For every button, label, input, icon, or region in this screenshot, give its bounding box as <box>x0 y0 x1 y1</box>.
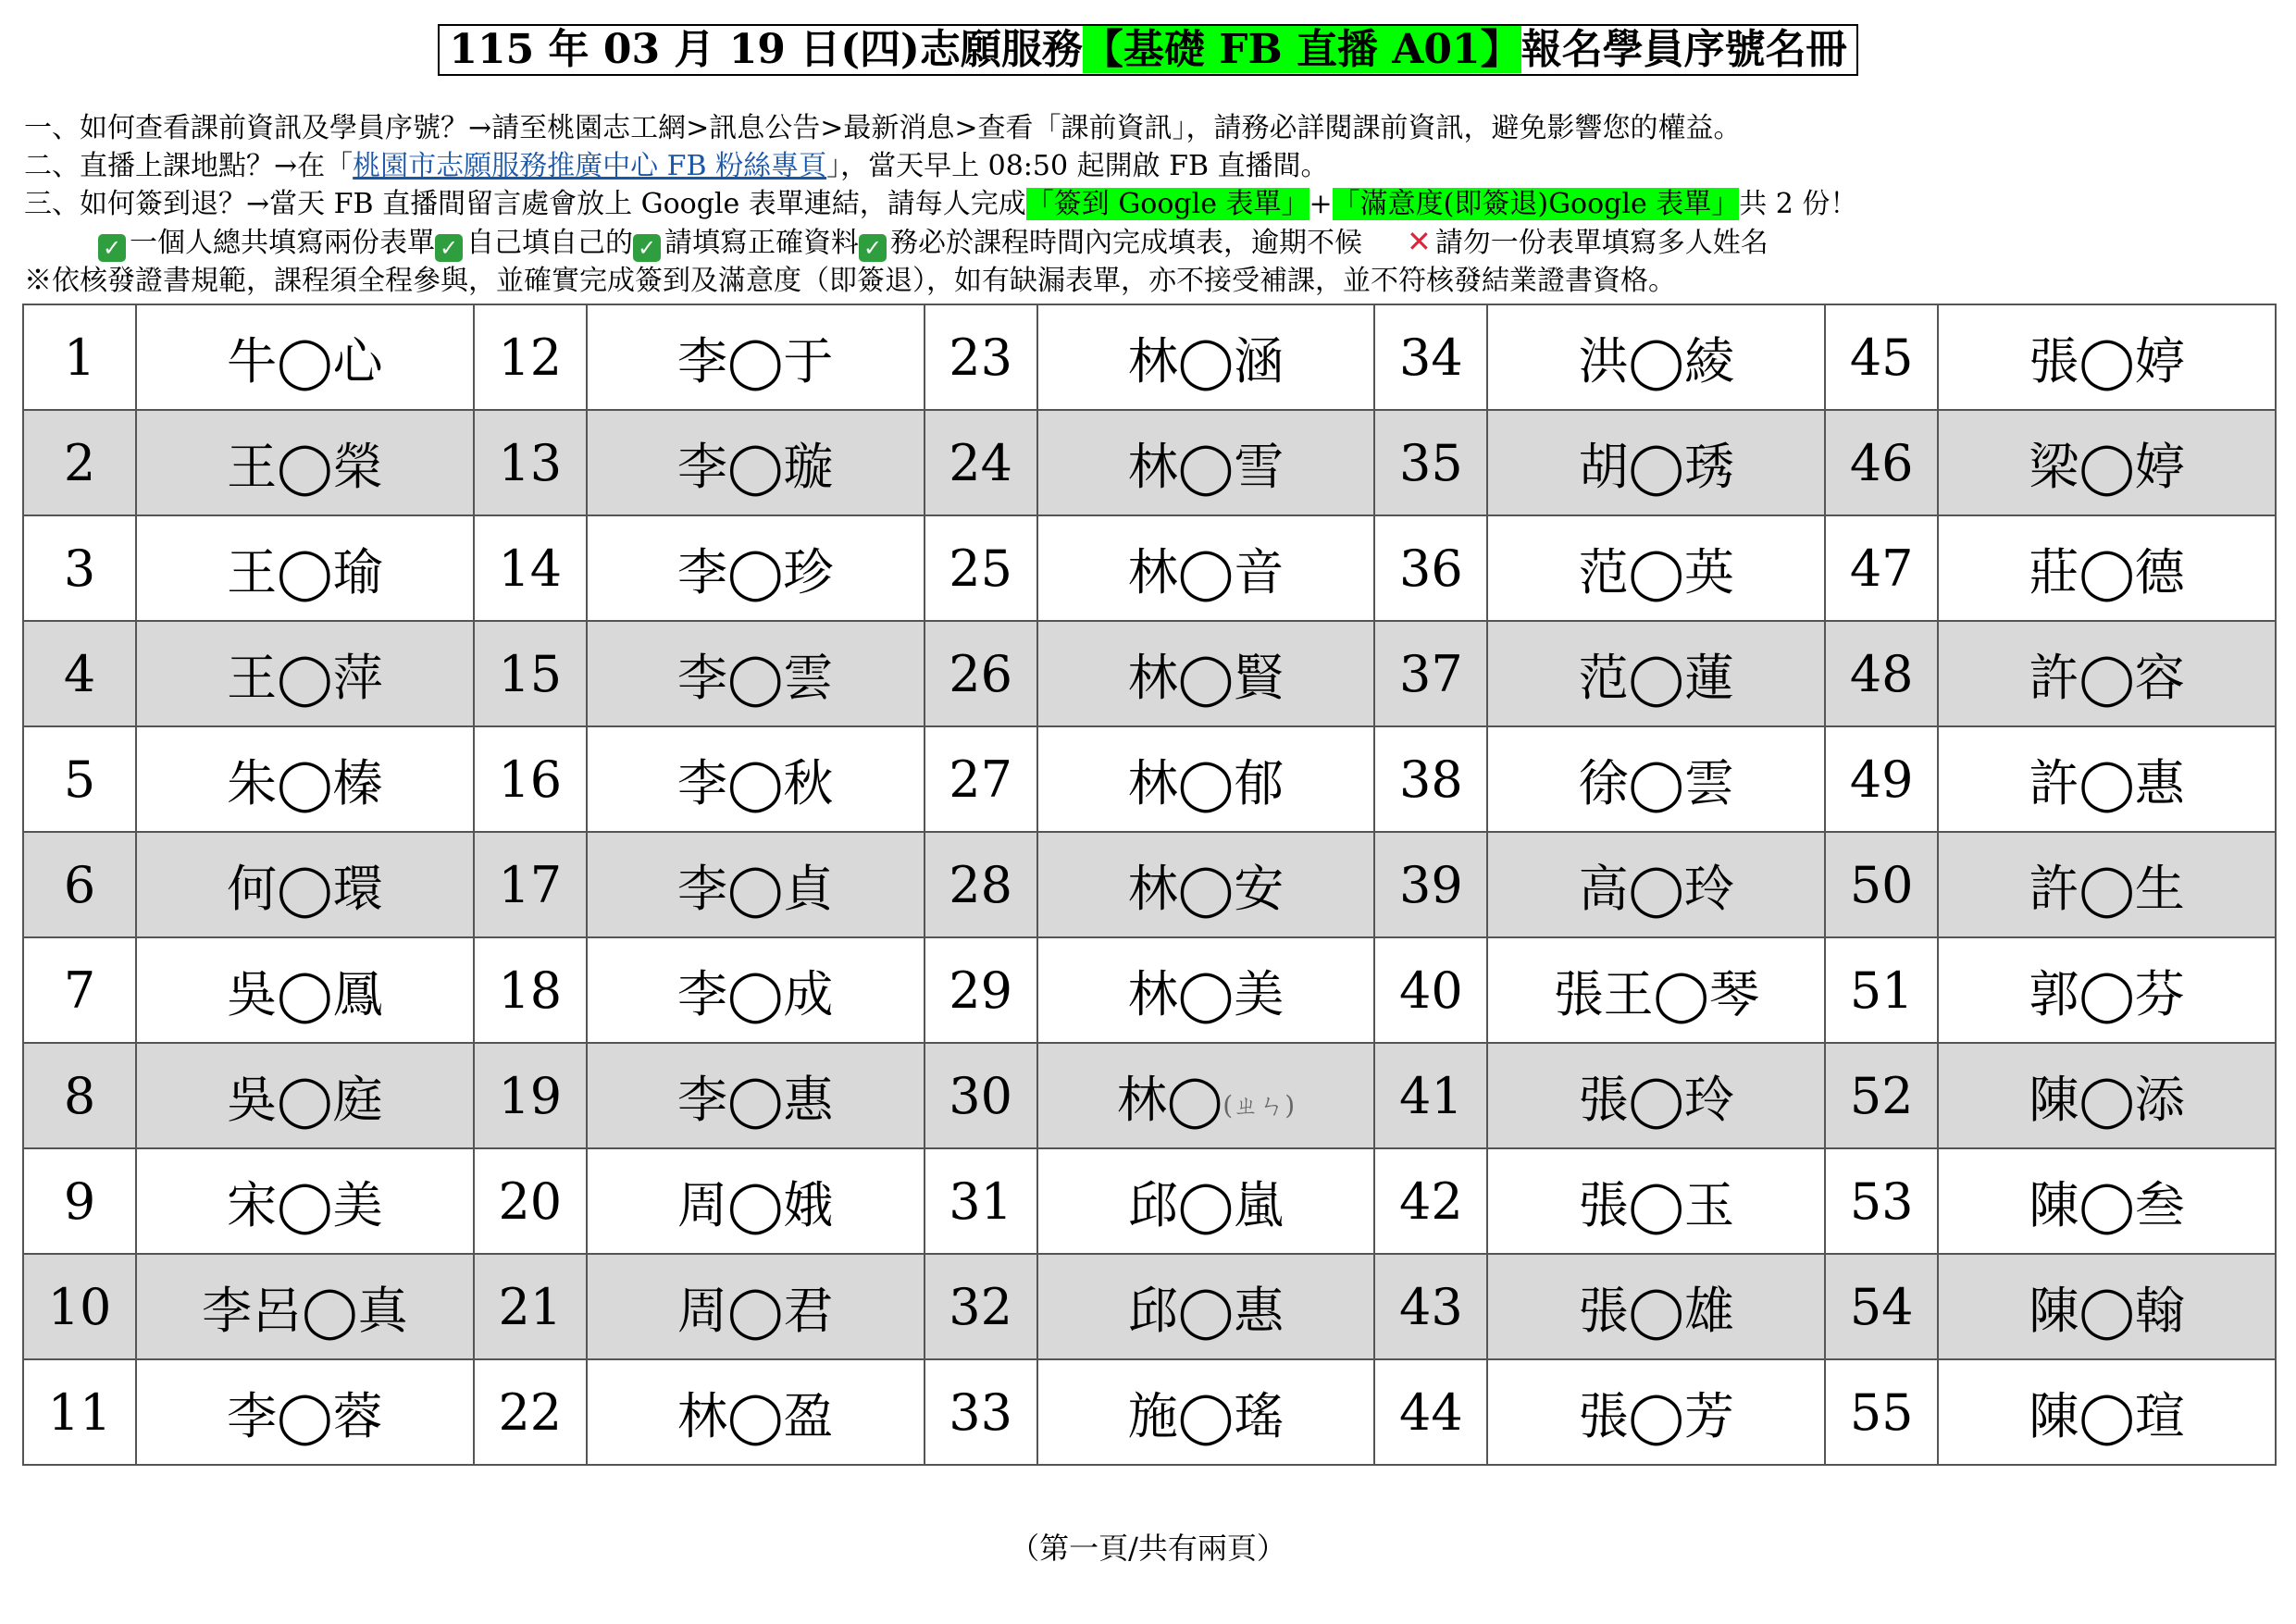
student-name-cell <box>1938 937 2276 1043</box>
serial-number-cell: 27 <box>925 726 1037 832</box>
page-footer: （第一頁/共有兩頁） <box>1010 1531 1286 1566</box>
page-title <box>438 24 1857 76</box>
student-name: 許◯惠 <box>2029 753 2185 812</box>
check-item-2: 自己填自己的 <box>466 227 633 259</box>
student-name-cell <box>136 1148 474 1254</box>
student-name-cell <box>1487 1148 1825 1254</box>
student-name-cell <box>587 515 925 621</box>
student-name: 莊◯德 <box>2029 542 2185 601</box>
serial-number-cell: 15 <box>474 621 587 726</box>
serial-number-cell: 47 <box>1825 515 1938 621</box>
table-row <box>23 1359 2276 1465</box>
instructions <box>24 109 2282 300</box>
student-name-cell <box>587 937 925 1043</box>
student-name-cell <box>1938 1148 2276 1254</box>
student-name-cell <box>1938 832 2276 937</box>
serial-number-cell: 51 <box>1825 937 1938 1043</box>
student-name: 梁◯婷 <box>2029 437 2185 496</box>
serial-number-cell: 20 <box>474 1148 587 1254</box>
serial-number-cell: 54 <box>1825 1254 1938 1359</box>
note-3 <box>24 185 2282 223</box>
student-name: 吳◯庭 <box>227 1070 383 1129</box>
student-name: 李◯蓉 <box>227 1386 383 1445</box>
student-name: 施◯瑤 <box>1127 1386 1285 1445</box>
student-name: 郭◯芬 <box>2029 964 2185 1023</box>
student-name-cell <box>1938 304 2276 410</box>
check-item-3: 請填寫正確資料 <box>664 227 859 259</box>
student-name-cell <box>1037 1148 1375 1254</box>
serial-number-cell: 22 <box>474 1359 587 1465</box>
table-row <box>23 1254 2276 1359</box>
student-name: 張◯婷 <box>2029 331 2185 391</box>
student-name-cell <box>1487 515 1825 621</box>
serial-number-cell: 36 <box>1374 515 1487 621</box>
student-name-cell <box>1037 1359 1375 1465</box>
student-name: 張◯玲 <box>1578 1070 1734 1129</box>
student-name: 李◯成 <box>676 964 834 1023</box>
table-row <box>23 304 2276 410</box>
student-name: 林◯賢 <box>1127 648 1285 707</box>
student-name: 張王◯琴 <box>1553 964 1759 1023</box>
student-name-cell <box>1037 1043 1375 1148</box>
check-icon: ✓ <box>98 234 126 262</box>
student-name: 林◯盈 <box>676 1386 834 1445</box>
table-row <box>23 515 2276 621</box>
serial-number-cell: 43 <box>1374 1254 1487 1359</box>
table-row <box>23 1148 2276 1254</box>
check-icon: ✓ <box>435 234 463 262</box>
student-name-cell <box>136 304 474 410</box>
student-name: 林◯雪 <box>1127 437 1285 496</box>
student-name: 張◯芳 <box>1578 1386 1734 1445</box>
student-name-cell <box>1487 304 1825 410</box>
note-2-a: 二、直播上課地點？→在「 <box>24 150 354 182</box>
student-name: 陳◯翰 <box>2029 1281 2185 1340</box>
student-name: 李◯秋 <box>676 753 834 812</box>
note-1: 一、如何查看課前資訊及學員序號？→請至桃園志工網>訊息公告>最新消息>查看「課前資訊」，請務必詳閱課前資訊，避免影響您的權益。 <box>24 112 1742 144</box>
student-name-cell <box>1487 410 1825 515</box>
student-name-cell <box>1037 410 1375 515</box>
student-name-cell <box>587 1148 925 1254</box>
table-row <box>23 621 2276 726</box>
student-name: 林◯安 <box>1127 859 1285 918</box>
student-name-cell <box>1487 1359 1825 1465</box>
student-name-cell <box>1938 1359 2276 1465</box>
serial-number-cell: 6 <box>23 832 136 937</box>
student-name-cell <box>136 1254 474 1359</box>
student-name-cell <box>1487 832 1825 937</box>
student-name-cell <box>1037 726 1375 832</box>
student-name-cell <box>136 937 474 1043</box>
check-icon: ✓ <box>633 234 661 262</box>
title-wrap <box>0 24 2296 76</box>
serial-number-cell: 8 <box>23 1043 136 1148</box>
cross-icon: ✕ <box>1407 224 1432 259</box>
serial-number-cell: 44 <box>1374 1359 1487 1465</box>
serial-number-cell: 50 <box>1825 832 1938 937</box>
student-name-cell <box>1037 1254 1375 1359</box>
note-3-b: 共 2 份！ <box>1739 188 1858 220</box>
survey-form-highlight: 「滿意度(即簽退)Google 表單」 <box>1332 188 1740 220</box>
check-item-4: 務必於課程時間內完成填表，逾期不候 <box>890 227 1362 259</box>
note-3-a: 三、如何簽到退？→當天 FB 直播間留言處會放上 Google 表單連結，請每人完成 <box>24 188 1026 220</box>
student-name: 高◯玲 <box>1578 859 1734 918</box>
serial-number-cell: 17 <box>474 832 587 937</box>
student-name-cell <box>587 410 925 515</box>
student-name: 許◯容 <box>2029 648 2185 707</box>
student-name-cell <box>587 621 925 726</box>
student-name-cell <box>587 1359 925 1465</box>
serial-number-cell: 49 <box>1825 726 1938 832</box>
student-name-cell <box>1037 515 1375 621</box>
student-name-cell <box>136 1043 474 1148</box>
student-name: 邱◯嵐 <box>1127 1175 1285 1234</box>
student-name-cell <box>1938 1254 2276 1359</box>
student-name-cell <box>1487 621 1825 726</box>
student-name-cell <box>587 1043 925 1148</box>
student-name: 洪◯綾 <box>1578 331 1734 391</box>
roster-body <box>23 304 2276 1465</box>
serial-number-cell: 11 <box>23 1359 136 1465</box>
title-date: 115 年 03 月 19 日(四)志願服務 <box>449 26 1083 73</box>
student-name: 朱◯榛 <box>227 753 383 812</box>
student-name-cell <box>587 1254 925 1359</box>
serial-number-cell: 13 <box>474 410 587 515</box>
serial-number-cell: 12 <box>474 304 587 410</box>
table-row <box>23 410 2276 515</box>
student-name-cell <box>136 1359 474 1465</box>
title-course-highlight: 【基礎 FB 直播 A01】 <box>1082 26 1521 73</box>
student-name: 何◯環 <box>227 859 383 918</box>
student-name-cell <box>1938 1043 2276 1148</box>
student-name-cell <box>136 621 474 726</box>
student-name-cell <box>1938 515 2276 621</box>
student-name: 宋◯美 <box>227 1175 383 1234</box>
student-name: 林◯ <box>1116 1070 1223 1129</box>
student-name: 李◯雲 <box>676 648 834 707</box>
serial-number-cell: 39 <box>1374 832 1487 937</box>
serial-number-cell: 34 <box>1374 304 1487 410</box>
table-row <box>23 832 2276 937</box>
serial-number-cell: 3 <box>23 515 136 621</box>
check-item-1: 一個人總共填寫兩份表單 <box>130 227 435 259</box>
serial-number-cell: 38 <box>1374 726 1487 832</box>
student-name-cell <box>1938 726 2276 832</box>
serial-number-cell: 7 <box>23 937 136 1043</box>
student-name: 陳◯瑄 <box>2029 1386 2185 1445</box>
student-name-cell <box>136 832 474 937</box>
table-row <box>23 937 2276 1043</box>
student-name-cell <box>136 515 474 621</box>
roster-table <box>22 304 2277 1466</box>
note-2-b: 」，當天早上 08:50 起開啟 FB 直播間。 <box>826 150 1329 182</box>
student-name-cell <box>1938 621 2276 726</box>
student-name: 王◯瑜 <box>227 542 383 601</box>
student-name-cell <box>587 304 925 410</box>
student-name: 許◯生 <box>2029 859 2185 918</box>
student-name: 范◯英 <box>1578 542 1734 601</box>
student-name-cell <box>587 726 925 832</box>
note-2 <box>24 147 2282 185</box>
serial-number-cell: 18 <box>474 937 587 1043</box>
student-name-cell <box>587 832 925 937</box>
student-name: 李◯珍 <box>676 542 834 601</box>
serial-number-cell: 25 <box>925 515 1037 621</box>
note-3-plus: + <box>1309 188 1333 220</box>
serial-number-cell: 33 <box>925 1359 1037 1465</box>
student-name: 李◯惠 <box>676 1070 834 1129</box>
student-name-cell <box>1487 726 1825 832</box>
serial-number-cell: 35 <box>1374 410 1487 515</box>
student-name-cell <box>1487 1254 1825 1359</box>
student-name-cell <box>1037 621 1375 726</box>
serial-number-cell: 40 <box>1374 937 1487 1043</box>
student-name-cell <box>1037 304 1375 410</box>
student-name-cell <box>1487 937 1825 1043</box>
serial-number-cell: 29 <box>925 937 1037 1043</box>
serial-number-cell: 42 <box>1374 1148 1487 1254</box>
serial-number-cell: 31 <box>925 1148 1037 1254</box>
serial-number-cell: 1 <box>23 304 136 410</box>
student-name: 張◯雄 <box>1578 1281 1734 1340</box>
serial-number-cell: 28 <box>925 832 1037 937</box>
student-name: 李◯璇 <box>676 437 834 496</box>
serial-number-cell: 16 <box>474 726 587 832</box>
serial-number-cell: 48 <box>1825 621 1938 726</box>
student-name: 邱◯惠 <box>1127 1281 1285 1340</box>
student-name: 林◯美 <box>1127 964 1285 1023</box>
serial-number-cell: 10 <box>23 1254 136 1359</box>
warning-item: 請勿一份表單填寫多人姓名 <box>1434 227 1769 259</box>
student-name-cell <box>1487 1043 1825 1148</box>
serial-number-cell: 2 <box>23 410 136 515</box>
student-name-cell <box>136 726 474 832</box>
serial-number-cell: 52 <box>1825 1043 1938 1148</box>
student-name: 李呂◯真 <box>202 1281 408 1340</box>
student-name: 張◯玉 <box>1578 1175 1734 1234</box>
fb-page-link[interactable]: 桃園市志願服務推廣中心 FB 粉絲專頁 <box>353 150 827 182</box>
student-name-cell <box>1938 410 2276 515</box>
serial-number-cell: 37 <box>1374 621 1487 726</box>
title-suffix: 報名學員序號名冊 <box>1520 26 1847 73</box>
check-icon: ✓ <box>859 234 887 262</box>
student-name: 周◯娥 <box>676 1175 834 1234</box>
serial-number-cell: 23 <box>925 304 1037 410</box>
serial-number-cell: 14 <box>474 515 587 621</box>
student-name: 陳◯叁 <box>2029 1175 2185 1234</box>
serial-number-cell: 5 <box>23 726 136 832</box>
serial-number-cell: 53 <box>1825 1148 1938 1254</box>
student-name: 陳◯添 <box>2029 1070 2185 1129</box>
serial-number-cell: 24 <box>925 410 1037 515</box>
serial-number-cell: 46 <box>1825 410 1938 515</box>
student-name: 牛◯心 <box>227 331 383 391</box>
student-name: 李◯于 <box>676 331 834 391</box>
serial-number-cell: 4 <box>23 621 136 726</box>
student-name: 林◯音 <box>1127 542 1285 601</box>
serial-number-cell: 21 <box>474 1254 587 1359</box>
zhuyin-annotation: (ㄓㄣ) <box>1222 1089 1296 1121</box>
student-name: 王◯萍 <box>227 648 383 707</box>
note-certificate: ※依核發證書規範，課程須全程參與，並確實完成簽到及滿意度（即簽退），如有缺漏表單，亦不接受補課，並不符核發結業證書資格。 <box>24 265 1676 297</box>
student-name: 李◯貞 <box>676 859 834 918</box>
serial-number-cell: 9 <box>23 1148 136 1254</box>
checklist <box>24 223 2282 262</box>
student-name: 范◯蓮 <box>1578 648 1734 707</box>
serial-number-cell: 26 <box>925 621 1037 726</box>
student-name: 徐◯雲 <box>1578 753 1734 812</box>
student-name: 周◯君 <box>676 1281 834 1340</box>
table-row <box>23 726 2276 832</box>
table-row <box>23 1043 2276 1148</box>
student-name-cell <box>1037 832 1375 937</box>
serial-number-cell: 19 <box>474 1043 587 1148</box>
serial-number-cell: 41 <box>1374 1043 1487 1148</box>
signin-form-highlight: 「簽到 Google 表單」 <box>1025 188 1309 220</box>
serial-number-cell: 45 <box>1825 304 1938 410</box>
student-name: 林◯郁 <box>1127 753 1285 812</box>
student-name-cell <box>1037 937 1375 1043</box>
serial-number-cell: 32 <box>925 1254 1037 1359</box>
student-name: 吳◯鳳 <box>227 964 383 1023</box>
serial-number-cell: 30 <box>925 1043 1037 1148</box>
student-name: 胡◯琇 <box>1578 437 1734 496</box>
student-name-cell <box>136 410 474 515</box>
student-name: 林◯涵 <box>1127 331 1285 391</box>
student-name: 王◯榮 <box>227 437 383 496</box>
serial-number-cell: 55 <box>1825 1359 1938 1465</box>
